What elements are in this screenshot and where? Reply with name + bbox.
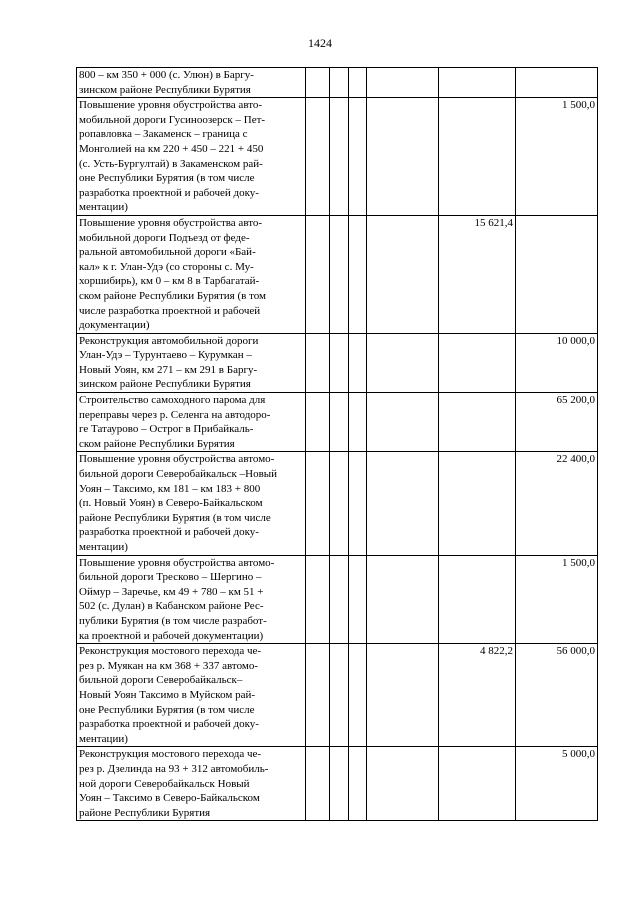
value-cell-col-3 [330, 215, 349, 333]
description-line: ментации) [79, 201, 128, 214]
description-line: Монголией на км 220 + 450 – 221 + 450 [79, 142, 264, 155]
value-cell-col-6: 4 822,2 [439, 644, 516, 747]
table-row [77, 393, 598, 452]
value-cell-col-3 [330, 644, 349, 747]
value-cell-col-4 [349, 393, 367, 452]
value-cell-col-4 [349, 333, 367, 392]
table-row [77, 215, 598, 333]
description-line: ментации) [79, 732, 128, 745]
value-cell-col-2 [306, 333, 330, 392]
description-line: документации) [79, 319, 150, 332]
value-cell-col-2 [306, 555, 330, 644]
value-cell-col-4 [349, 644, 367, 747]
value-cell-col-3 [330, 555, 349, 644]
value-cell-col-4 [349, 747, 367, 821]
value-cell-col-7: 22 400,0 [516, 452, 598, 555]
value-cell-col-5 [367, 555, 439, 644]
row-description [77, 68, 306, 98]
description-line: районе Республики Бурятия (в том числе [79, 511, 271, 524]
value-cell-col-4 [349, 215, 367, 333]
description-line: мобильной дороги Подъезд от феде- [79, 231, 250, 244]
description-line: Повышение уровня обустройства автомо- [79, 556, 275, 569]
table-row [77, 747, 598, 821]
value-cell-col-5 [367, 747, 439, 821]
description-line: ка проектной и рабочей документации) [79, 629, 264, 642]
description-line: 502 (с. Дулан) в Кабанском районе Рес- [79, 600, 264, 613]
description-line: (с. Усть-Бургултай) в Закаменском рай- [79, 157, 263, 170]
description-line: переправы через р. Селенга на автодоро- [79, 408, 271, 421]
description-line: публики Бурятия (в том числе разработ- [79, 614, 267, 627]
value-cell-col-6: 15 621,4 [439, 215, 516, 333]
value-cell-col-5 [367, 452, 439, 555]
value-cell-col-3 [330, 452, 349, 555]
value-cell-col-7: 56 000,0 [516, 644, 598, 747]
description-line: Реконструкция автомобильной дороги [79, 334, 259, 347]
value-cell-col-7 [516, 215, 598, 333]
row-description [77, 452, 306, 555]
row-description [77, 393, 306, 452]
description-line: Повышение уровня обустройства автомо- [79, 453, 275, 466]
value-cell-col-6 [439, 452, 516, 555]
description-line: бильной дороги Северобайкальск– [79, 674, 243, 687]
value-cell-col-4 [349, 68, 367, 98]
description-line: ропавловка – Закаменск – граница с [79, 128, 248, 141]
value-cell-col-5 [367, 393, 439, 452]
description-line: ском районе Республики Бурятия (в том [79, 289, 267, 302]
description-line: мобильной дороги Гусиноозерск – Пет- [79, 113, 266, 126]
description-line: Реконструкция мостового перехода че- [79, 645, 262, 658]
budget-table [76, 67, 598, 821]
description-line: Реконструкция мостового перехода че- [79, 748, 262, 761]
table-row [77, 98, 598, 216]
value-cell-col-4 [349, 555, 367, 644]
description-line: Оймур – Заречье, км 49 + 780 – км 51 + [79, 585, 264, 598]
table-row [77, 452, 598, 555]
value-cell-col-5 [367, 333, 439, 392]
table-row [77, 68, 598, 98]
value-cell-col-3 [330, 393, 349, 452]
value-cell-col-5 [367, 644, 439, 747]
description-line: ментации) [79, 541, 128, 553]
value-cell-col-6 [439, 68, 516, 98]
value-cell-col-6 [439, 393, 516, 452]
value-cell-col-4 [349, 452, 367, 555]
description-line: Уоян – Таксимо в Северо-Байкальском [79, 792, 260, 805]
value-cell-col-3 [330, 333, 349, 392]
description-line: ральной автомобильной дороги «Бай- [79, 246, 256, 259]
value-cell-col-2 [306, 98, 330, 216]
description-line: рез р. Дзелинда на 93 + 312 автомобиль- [79, 762, 269, 775]
description-line: рез р. Муякан на км 368 + 337 автомо- [79, 659, 259, 672]
description-line: зинском районе Республики Бурятия [79, 378, 251, 391]
value-cell-col-6 [439, 747, 516, 821]
description-line: 800 – км 350 + 000 (с. Улюн) в Баргу- [79, 69, 254, 81]
value-cell-col-7: 65 200,0 [516, 393, 598, 452]
row-description [77, 333, 306, 392]
value-cell-col-3 [330, 68, 349, 98]
value-cell-col-6 [439, 98, 516, 216]
table-row [77, 644, 598, 747]
value-cell-col-7: 1 500,0 [516, 555, 598, 644]
description-line: Повышение уровня обустройства авто- [79, 99, 263, 112]
description-line: Новый Уоян Таксимо в Муйском рай- [79, 688, 256, 701]
row-description [77, 215, 306, 333]
description-line: бильной дороги Северобайкальск –Новый [79, 468, 278, 481]
value-cell-col-2 [306, 393, 330, 452]
value-cell-col-7: 5 000,0 [516, 747, 598, 821]
value-cell-col-3 [330, 747, 349, 821]
value-cell-col-2 [306, 747, 330, 821]
value-cell-col-7: 1 500,0 [516, 98, 598, 216]
description-line: Повышение уровня обустройства авто- [79, 216, 263, 229]
value-cell-col-2 [306, 644, 330, 747]
value-cell-col-5 [367, 98, 439, 216]
page-number: 1424 [308, 36, 332, 50]
value-cell-col-6 [439, 555, 516, 644]
description-line: Строительство самоходного парома для [79, 394, 266, 407]
value-cell-col-5 [367, 68, 439, 98]
description-line: ной дороги Северобайкальск Новый [79, 777, 250, 790]
table-row [77, 555, 598, 644]
description-line: разработка проектной и рабочей доку- [79, 718, 259, 731]
row-description [77, 644, 306, 747]
description-line: оне Республики Бурятия (в том числе [79, 703, 255, 716]
row-description [77, 747, 306, 821]
description-line: кал» к г. Улан-Удэ (со стороны с. Му- [79, 260, 254, 273]
value-cell-col-4 [349, 98, 367, 216]
description-line: зинском районе Республики Бурятия [79, 83, 251, 96]
value-cell-col-2 [306, 452, 330, 555]
description-line: Уоян – Таксимо, км 181 – км 183 + 800 [79, 482, 261, 495]
description-line: Улан-Удэ – Турунтаево – Курумкан – [79, 349, 252, 362]
value-cell-col-2 [306, 215, 330, 333]
description-line: числе разработка проектной и рабочей [79, 304, 261, 317]
description-line: ге Татаурово – Острог в Прибайкаль- [79, 423, 254, 436]
description-line: разработка проектной и рабочей доку- [79, 186, 259, 199]
table-body [77, 68, 598, 821]
description-line: (п. Новый Уоян) в Северо-Байкальском [79, 497, 263, 510]
description-line: районе Республики Бурятия [79, 806, 211, 819]
description-line: бильной дороги Тресково – Шергино – [79, 571, 262, 584]
row-description [77, 555, 306, 644]
row-description [77, 98, 306, 216]
value-cell-col-5 [367, 215, 439, 333]
description-line: Новый Уоян, км 271 – км 291 в Баргу- [79, 363, 258, 376]
value-cell-col-7: 10 000,0 [516, 333, 598, 392]
description-line: хоршибирь), км 0 – км 8 в Тарбагатай- [79, 275, 260, 288]
value-cell-col-3 [330, 98, 349, 216]
description-line: оне Республики Бурятия (в том числе [79, 172, 255, 185]
table-row [77, 333, 598, 392]
description-line: разработка проектной и рабочей доку- [79, 526, 259, 539]
value-cell-col-7 [516, 68, 598, 98]
value-cell-col-2 [306, 68, 330, 98]
description-line: ском районе Республики Бурятия [79, 437, 235, 450]
value-cell-col-6 [439, 333, 516, 392]
